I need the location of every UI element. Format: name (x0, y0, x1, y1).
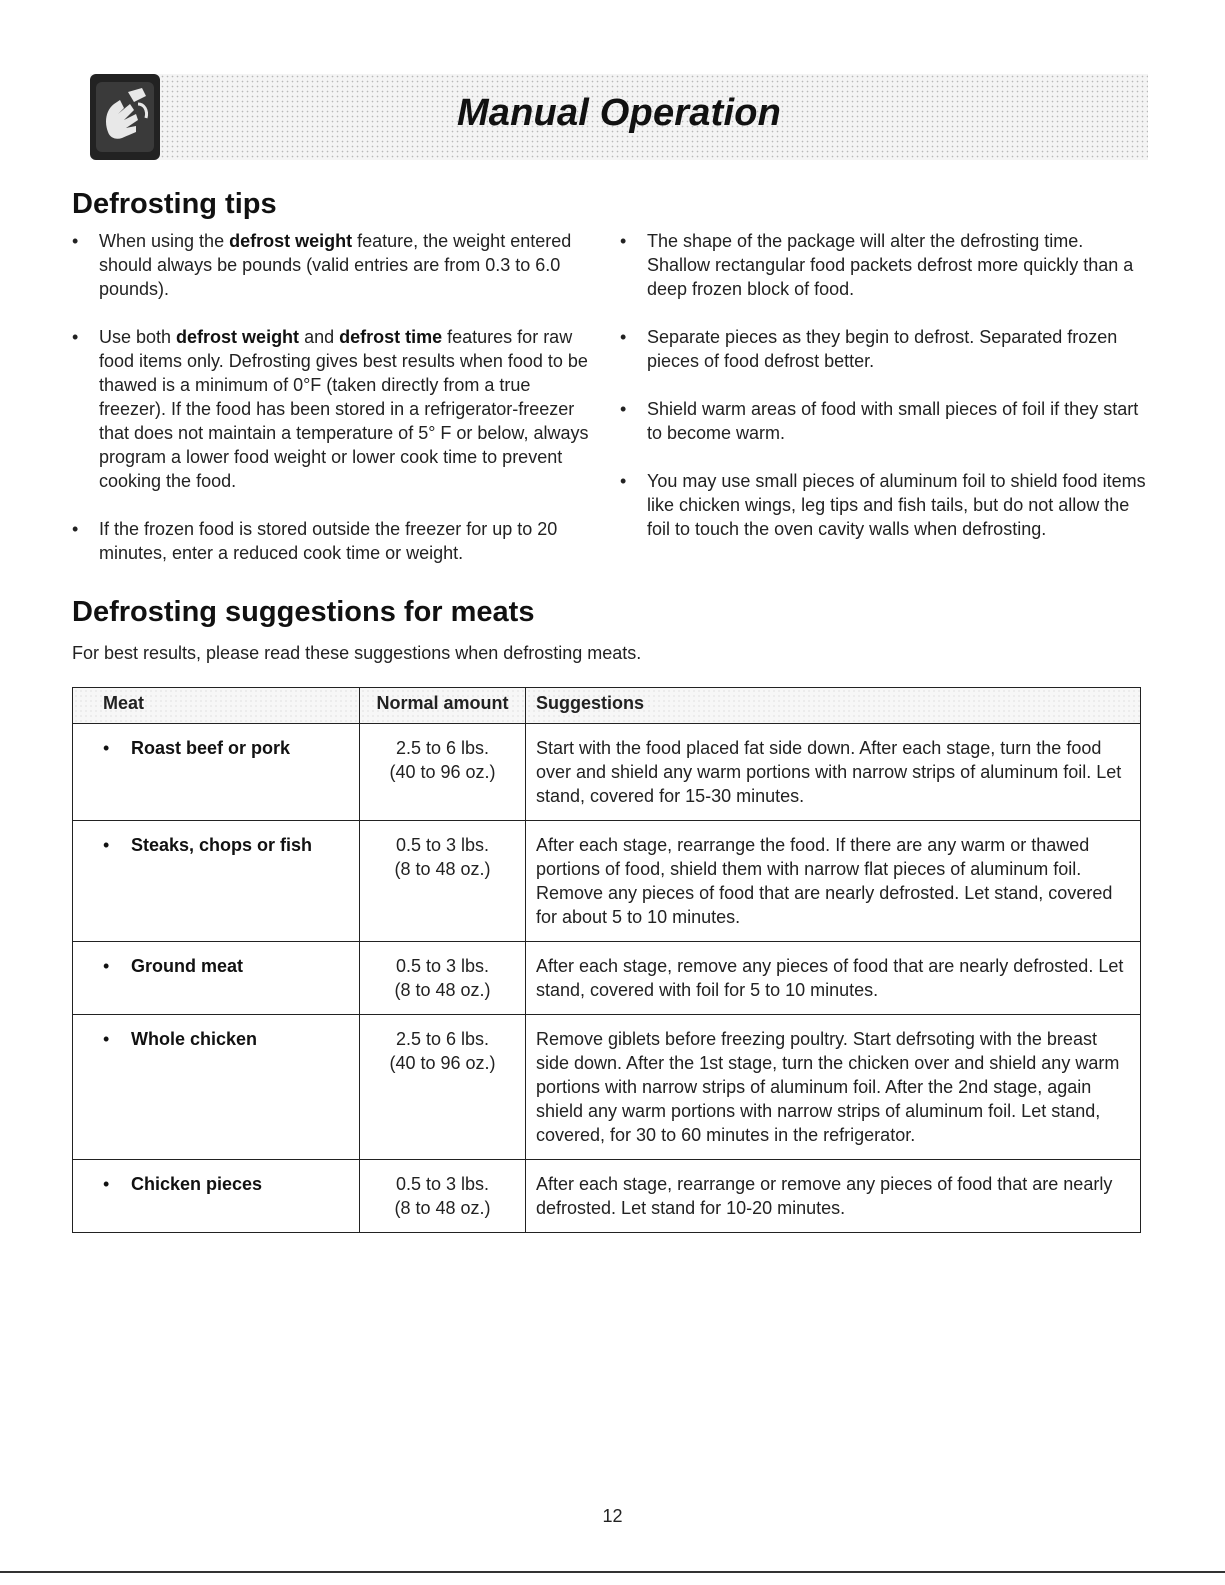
tip-item (620, 397, 1150, 445)
tip-text: Use both (99, 327, 177, 347)
tip-text: Separate pieces as they begin to defrost. Separated frozen pieces of food defrost better. (647, 327, 1118, 371)
meat-name: Roast beef or pork (131, 738, 291, 758)
bullet-icon: • (72, 231, 79, 251)
tip-item (72, 325, 602, 493)
bottom-rule (0, 1571, 1225, 1573)
meats-intro: For best results, please read these suggestions when defrosting meats. (72, 643, 642, 663)
bullet-icon: • (103, 835, 110, 855)
amount-oz: (40 to 96 oz.) (389, 1053, 496, 1073)
meat-cell (73, 942, 360, 1015)
tip-text: The shape of the package will alter the defrosting time. Shallow rectangular food packets defrost more quickly than a deep frozen block of food. (647, 231, 1134, 299)
tip-item (620, 325, 1150, 373)
bullet-icon: • (103, 1174, 110, 1194)
column-header-amount: Normal amount (360, 688, 526, 724)
tip-item (72, 517, 602, 565)
tip-text: features for raw food items only. Defrosting gives best results when food to be thawed is a minimum of 0°F (taken directly from a true freezer). If the food has been stored in a refrigerator-freezer that does not maintain a temperature of 5° F or below, always program a lower food weight or lower cook time to prevent cooking the food. (99, 327, 589, 491)
tip-emphasis: defrost time (339, 327, 443, 347)
bullet-icon: • (103, 738, 110, 758)
tip-item (72, 229, 602, 301)
meats-heading: Defrosting suggestions for meats (72, 596, 535, 628)
tip-text: and (299, 327, 340, 347)
table-header-row (73, 688, 1141, 724)
tip-text: If the frozen food is stored outside the freezer for up to 20 minutes, enter a reduced cook time or weight. (99, 519, 558, 563)
meat-cell (73, 821, 360, 942)
section-banner (90, 74, 1148, 160)
amount-cell (360, 1015, 526, 1160)
amount-lbs: 2.5 to 6 lbs. (395, 738, 490, 758)
meat-cell (73, 1160, 360, 1233)
bullet-icon: • (620, 231, 627, 251)
amount-cell (360, 942, 526, 1015)
tip-text: Shield warm areas of food with small pieces of foil if they start to become warm. (647, 399, 1139, 443)
tips-heading: Defrosting tips (72, 188, 277, 220)
bullet-icon: • (620, 471, 627, 491)
tips-left-column (72, 229, 602, 589)
amount-lbs: 0.5 to 3 lbs. (395, 835, 490, 855)
amount-lbs: 2.5 to 6 lbs. (395, 1029, 490, 1049)
suggestion-cell: After each stage, rearrange the food. If there are any warm or thawed portions of food, shield them with narrow flat pieces of aluminum foil. Remove any pieces of food that are nearly defrosted. Let stand, covered for about 5 to 10 minutes. (526, 821, 1141, 942)
tip-emphasis: defrost weight (229, 231, 353, 251)
tips-right-column (620, 229, 1150, 565)
amount-oz: (8 to 48 oz.) (394, 1198, 491, 1218)
table-row (73, 821, 1141, 942)
amount-cell (360, 724, 526, 821)
table-row (73, 724, 1141, 821)
meat-name: Steaks, chops or fish (131, 835, 313, 855)
table-row (73, 1160, 1141, 1233)
table-row (73, 942, 1141, 1015)
suggestion-cell: After each stage, rearrange or remove any pieces of food that are nearly defrosted. Let stand for 10-20 minutes. (526, 1160, 1141, 1233)
bullet-icon: • (72, 327, 79, 347)
meat-name: Ground meat (131, 956, 244, 976)
bullet-icon: • (620, 399, 627, 419)
amount-lbs: 0.5 to 3 lbs. (395, 1174, 490, 1194)
amount-oz: (40 to 96 oz.) (389, 762, 496, 782)
amount-lbs: 0.5 to 3 lbs. (395, 956, 490, 976)
tip-text: You may use small pieces of aluminum foil to shield food items like chicken wings, leg tips and fish tails, but do not allow the foil to touch the oven cavity walls when defrosting. (647, 471, 1146, 539)
table-row (73, 1015, 1141, 1160)
meat-name: Chicken pieces (131, 1174, 263, 1194)
tip-text: feature, the weight entered should always be pounds (valid entries are from 0.3 to 6.0 pounds). (99, 231, 572, 299)
amount-oz: (8 to 48 oz.) (394, 859, 491, 879)
column-header-meat: Meat (73, 688, 360, 724)
page-title: Manual Operation (456, 92, 782, 134)
page-number: 12 (602, 1506, 623, 1526)
amount-oz: (8 to 48 oz.) (394, 980, 491, 1000)
bullet-icon: • (620, 327, 627, 347)
suggestion-cell: Start with the food placed fat side down. After each stage, turn the food over and shield any warm portions with narrow strips of aluminum foil. Let stand, covered for 15-30 minutes. (526, 724, 1141, 821)
suggestion-cell: Remove giblets before freezing poultry. Start defrsoting with the breast side down. After the 1st stage, turn the chicken over and shield any warm portions with narrow strips of aluminum foil. After the 2nd stage, again shield any warm portions with narrow strips of aluminum foil. Let stand, covered, for 30 to 60 minutes in the refrigerator. (526, 1015, 1141, 1160)
bullet-icon: • (72, 519, 79, 539)
meat-cell (73, 1015, 360, 1160)
tip-item (620, 469, 1150, 541)
amount-cell (360, 821, 526, 942)
tip-text: When using the (99, 231, 230, 251)
tip-item (620, 229, 1150, 301)
meat-cell (73, 724, 360, 821)
bullet-icon: • (103, 1029, 110, 1049)
amount-cell (360, 1160, 526, 1233)
meat-suggestions-table (72, 687, 1141, 1233)
meat-name: Whole chicken (131, 1029, 258, 1049)
suggestion-cell: After each stage, remove any pieces of food that are nearly defrosted. Let stand, covered with foil for 5 to 10 minutes. (526, 942, 1141, 1015)
column-header-suggestions: Suggestions (526, 688, 1141, 724)
bullet-icon: • (103, 956, 110, 976)
tip-emphasis: defrost weight (176, 327, 300, 347)
